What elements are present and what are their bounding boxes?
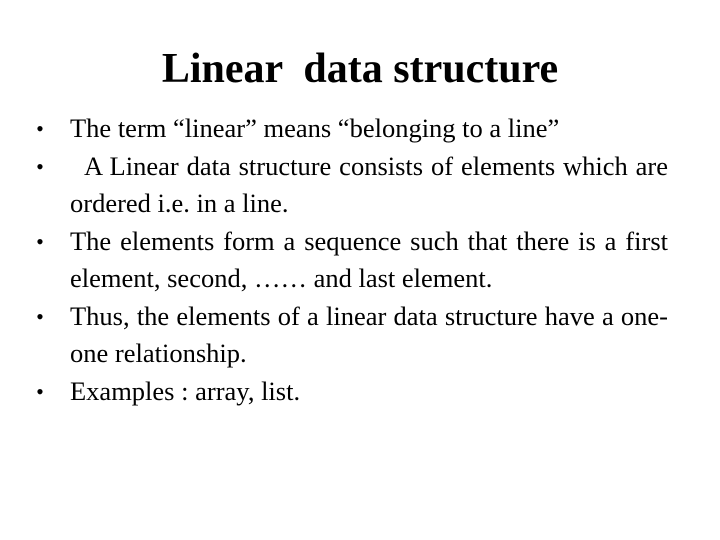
list-item (36, 298, 668, 373)
bullet-text: A Linear data structure consists of elements which are ordered i.e. in a line. (70, 150, 668, 218)
slide-title: Linear data structure (161, 46, 559, 92)
list-item (36, 148, 668, 223)
list-item (36, 373, 668, 411)
bullet-list (36, 110, 668, 410)
list-item (36, 110, 668, 148)
bullet-icon: • (36, 303, 44, 329)
bullet-icon: • (36, 228, 44, 254)
bullet-text: The term “linear” means “belonging to a line” (70, 113, 560, 143)
list-item (36, 223, 668, 298)
bullet-text: Thus, the elements of a linear data structure have a one-one relationship. (70, 300, 668, 368)
bullet-icon: • (36, 116, 44, 141)
bullet-text: The elements form a sequence such that there is a first element, second, …… and last element. (70, 225, 668, 293)
bullet-icon: • (36, 153, 44, 179)
bullet-text: Examples : array, list. (70, 375, 301, 406)
bullet-icon: • (36, 378, 44, 404)
